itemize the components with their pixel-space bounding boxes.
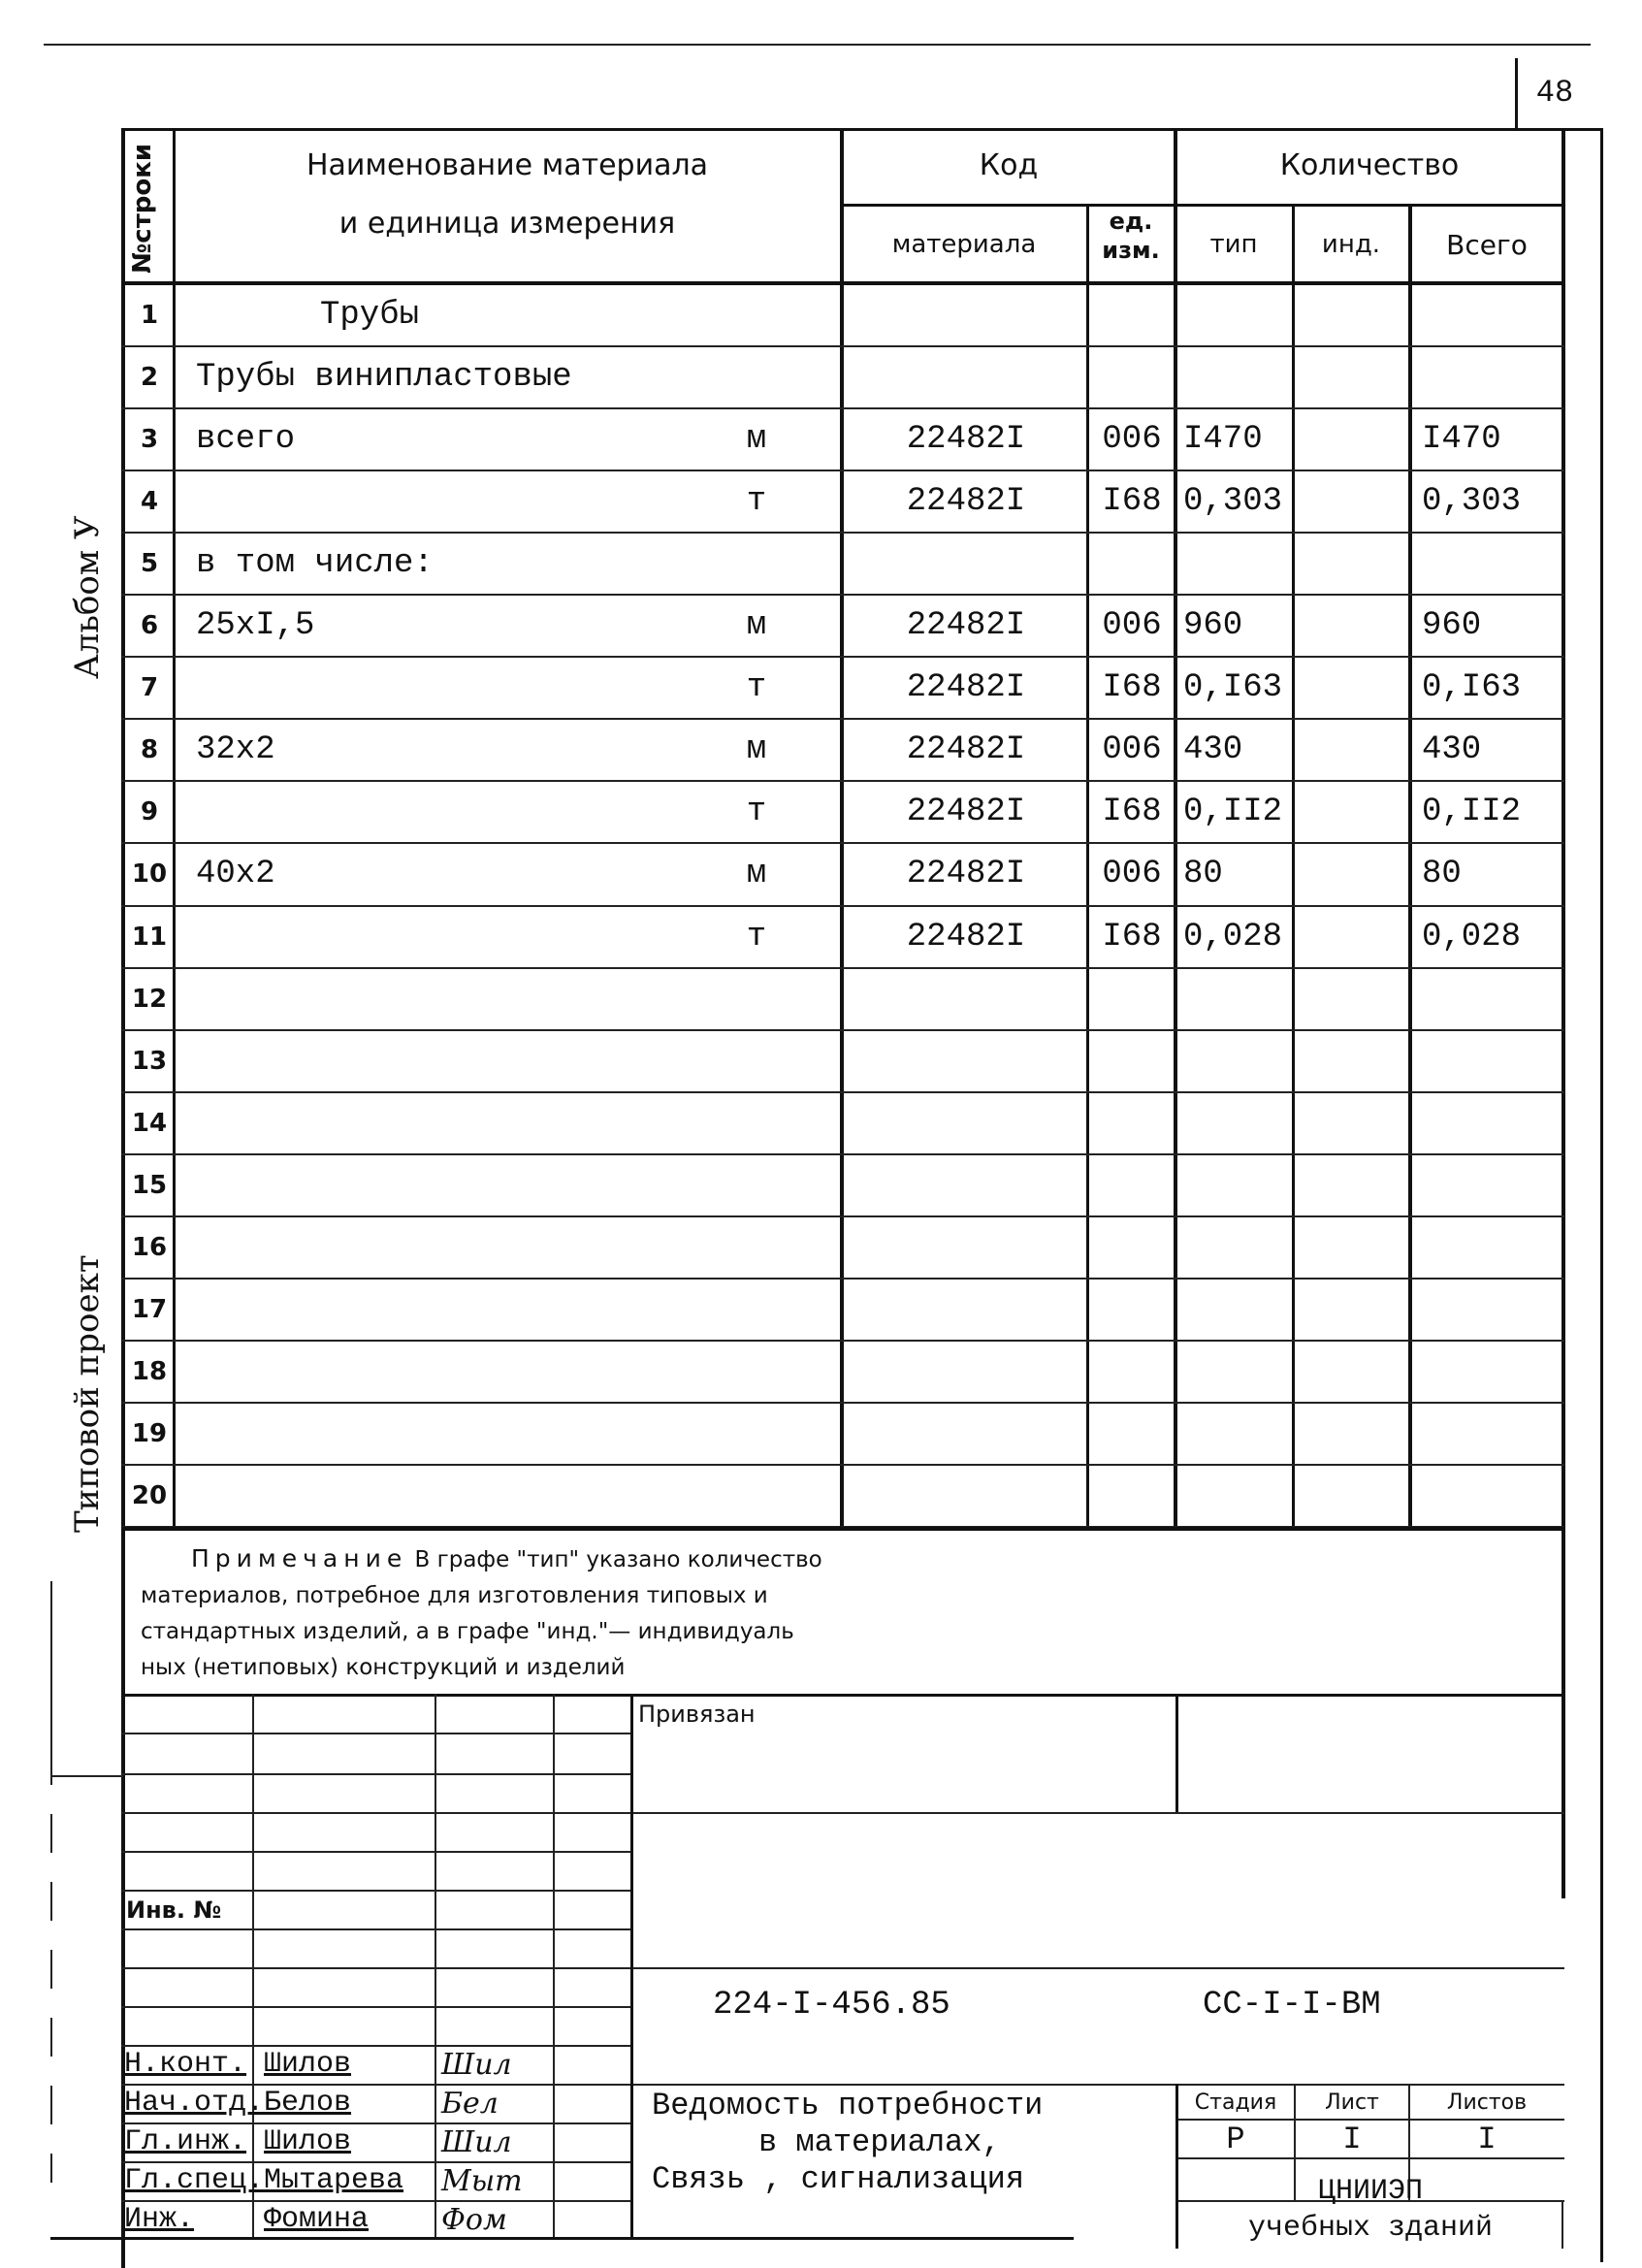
note-block xyxy=(141,1540,1014,1686)
stamp-v2 xyxy=(435,1694,436,2237)
signature: Бел xyxy=(441,2086,499,2121)
row-number: 4 xyxy=(140,487,159,517)
org-line1: ЦНИИЭП xyxy=(1317,2175,1424,2208)
row-ind xyxy=(1294,843,1408,905)
row-total xyxy=(1410,1216,1575,1279)
signer-name: Шилов xyxy=(264,2048,352,2081)
row-unit xyxy=(723,533,790,595)
table-row xyxy=(121,346,1564,408)
row-material-code xyxy=(844,284,1088,346)
row-material-code xyxy=(844,968,1088,1030)
sheets-label: Листов xyxy=(1446,2090,1528,2115)
signer-name: Шилов xyxy=(264,2125,352,2158)
row-type: 0,II2 xyxy=(1183,794,1283,831)
side-label-project: Типовой проект xyxy=(68,1254,107,1533)
row-type xyxy=(1177,1154,1300,1216)
row-number: 7 xyxy=(140,673,159,703)
table-row xyxy=(121,968,1564,1030)
row-material-code xyxy=(844,1341,1088,1403)
row-ind xyxy=(1294,781,1408,843)
row-type xyxy=(1177,1092,1300,1154)
row-name: 25хI,5 xyxy=(196,607,315,645)
signer-role: Н.конт. xyxy=(124,2048,247,2081)
row-type: 960 xyxy=(1183,607,1243,645)
note-line3: стандартных изделий, а в графе "инд."— индивидуаль xyxy=(141,1619,794,1644)
row-total: 430 xyxy=(1422,731,1482,769)
row-unit: м xyxy=(746,856,767,893)
row-material-code xyxy=(844,1403,1088,1465)
note-line1 xyxy=(141,1540,1014,1578)
row-ind xyxy=(1294,1092,1408,1154)
row-number: 17 xyxy=(131,1294,168,1324)
table-row xyxy=(121,1341,1564,1403)
row-total: 80 xyxy=(1422,856,1462,893)
row-total xyxy=(1410,1030,1575,1092)
table-row xyxy=(121,408,1564,470)
signature: Мыт xyxy=(441,2163,523,2198)
row-unit xyxy=(723,1465,790,1527)
row-unit: м xyxy=(746,607,767,645)
stamp-h7 xyxy=(121,1967,1564,1969)
organization xyxy=(1177,2173,1563,2247)
row-number: 6 xyxy=(140,611,159,641)
top-rule xyxy=(44,44,1591,46)
row-number: 20 xyxy=(131,1480,168,1510)
row-ind xyxy=(1294,906,1408,968)
header-type: тип xyxy=(1209,230,1258,259)
row-number: 16 xyxy=(131,1232,168,1262)
row-material-code: 22482I xyxy=(906,607,1026,645)
row-total xyxy=(1410,533,1575,595)
row-name: 32х2 xyxy=(196,731,275,769)
row-number: 1 xyxy=(140,301,159,331)
table-row xyxy=(121,1030,1564,1092)
page-number: 48 xyxy=(1535,74,1574,111)
row-ind xyxy=(1294,657,1408,719)
binding-line xyxy=(50,1775,123,1777)
row-name: Трубы винипластовые xyxy=(196,359,572,397)
sheet-title-line1: Ведомость потребности xyxy=(652,2088,1044,2123)
binding-mark xyxy=(50,1581,52,1785)
row-name xyxy=(175,781,700,843)
row-name: всего xyxy=(196,421,296,459)
row-total: 960 xyxy=(1422,607,1482,645)
row-material-code: 22482I xyxy=(906,483,1026,521)
row-number: 18 xyxy=(131,1356,168,1386)
signature: Шил xyxy=(441,2047,512,2082)
header-unit xyxy=(1088,207,1174,265)
row-ind xyxy=(1294,595,1408,657)
row-type xyxy=(1177,1465,1300,1527)
signer-name: Фомина xyxy=(264,2203,370,2236)
row-total: 0,II2 xyxy=(1422,794,1522,831)
row-total xyxy=(1410,1154,1575,1216)
table-row xyxy=(121,284,1564,346)
frame-right-outer xyxy=(1600,128,1603,2262)
row-type xyxy=(1177,1030,1300,1092)
table-row xyxy=(121,843,1564,905)
row-type: 80 xyxy=(1183,856,1223,893)
row-unit xyxy=(723,968,790,1030)
row-unit: м xyxy=(746,421,767,459)
stamp-v5 xyxy=(1175,1694,1178,1812)
note-line4: ных (нетиповых) конструкций и изделий xyxy=(141,1655,626,1680)
row-name xyxy=(175,657,700,719)
row-type: 430 xyxy=(1183,731,1243,769)
sheet-value: I xyxy=(1342,2121,1362,2157)
page-number-box-left xyxy=(1515,58,1518,128)
signer-role: Нач.отд. xyxy=(124,2087,265,2120)
row-unit: т xyxy=(746,483,767,521)
row-total xyxy=(1410,968,1575,1030)
row-name xyxy=(175,1465,700,1527)
row-number: 19 xyxy=(131,1418,168,1448)
row-material-code xyxy=(844,1216,1088,1279)
table-row xyxy=(121,719,1564,781)
row-number: 13 xyxy=(131,1046,168,1076)
table-row xyxy=(121,470,1564,533)
sheet-code: СС-I-I-ВМ xyxy=(1203,1987,1381,2024)
row-number: 11 xyxy=(131,922,168,952)
row-number: 2 xyxy=(140,363,159,393)
row-total: 0,I63 xyxy=(1422,669,1522,707)
header-ind: инд. xyxy=(1321,230,1381,259)
row-material-code: 22482I xyxy=(906,794,1026,831)
header-unit-line1: ед. xyxy=(1109,208,1153,235)
row-unit xyxy=(723,1030,790,1092)
signer-role: Гл.спец. xyxy=(124,2164,265,2197)
row-material-code xyxy=(844,1154,1088,1216)
row-name xyxy=(175,1341,700,1403)
row-unit-code xyxy=(1088,1030,1175,1092)
row-total xyxy=(1410,1092,1575,1154)
row-unit-code xyxy=(1088,968,1175,1030)
row-unit-code: I68 xyxy=(1102,794,1162,831)
row-total xyxy=(1410,346,1575,408)
row-unit-code: I68 xyxy=(1102,483,1162,521)
header-qty-group: Количество xyxy=(1279,147,1460,182)
row-unit-code: 006 xyxy=(1102,421,1162,459)
row-unit xyxy=(723,284,790,346)
stamp-right-tick xyxy=(1562,2200,1563,2249)
row-total: 0,303 xyxy=(1422,483,1522,521)
header-row-no: №строки xyxy=(128,143,157,274)
row-type: 0,303 xyxy=(1183,483,1283,521)
row-total xyxy=(1410,1341,1575,1403)
row-number: 9 xyxy=(140,797,159,827)
signer-role: Инж. xyxy=(124,2203,195,2236)
row-name xyxy=(175,1279,700,1341)
row-name xyxy=(175,906,700,968)
table-row xyxy=(121,657,1564,719)
org-line2: учебных зданий xyxy=(1247,2212,1494,2245)
table-row xyxy=(121,781,1564,843)
row-total: 0,028 xyxy=(1422,918,1522,956)
row-unit-code: I68 xyxy=(1102,918,1162,956)
table-row xyxy=(121,533,1564,595)
row-ind xyxy=(1294,1154,1408,1216)
stamp-v4 xyxy=(630,1694,633,2237)
row-unit: т xyxy=(746,918,767,956)
sheet-title-line3: Связь , сигнализация xyxy=(652,2161,1025,2197)
row-type xyxy=(1177,346,1300,408)
table-row xyxy=(121,1465,1564,1527)
row-ind xyxy=(1294,533,1408,595)
header-code-group: Код xyxy=(979,147,1039,182)
header-name-line1: Наименование материала xyxy=(306,147,709,182)
inv-no-label: Инв. № xyxy=(126,1896,222,1924)
sheet-label: Лист xyxy=(1325,2090,1379,2115)
row-unit xyxy=(723,1216,790,1279)
stamp-top xyxy=(121,1694,1564,1697)
row-type xyxy=(1177,1403,1300,1465)
note-line1-text: В графе "тип" указано количество xyxy=(414,1547,822,1572)
row-ind xyxy=(1294,408,1408,470)
row-name xyxy=(175,1154,700,1216)
row-ind xyxy=(1294,346,1408,408)
row-unit-code xyxy=(1088,1216,1175,1279)
row-unit-code: 006 xyxy=(1102,731,1162,769)
header-total: Всего xyxy=(1446,228,1528,261)
table-row xyxy=(121,906,1564,968)
table-row xyxy=(121,595,1564,657)
row-number: 12 xyxy=(131,984,168,1014)
row-total xyxy=(1410,284,1575,346)
row-name xyxy=(175,1216,700,1279)
row-ind xyxy=(1294,719,1408,781)
table-row xyxy=(121,1403,1564,1465)
row-type xyxy=(1177,533,1300,595)
row-number: 14 xyxy=(131,1108,168,1138)
table-bottom xyxy=(121,1527,1564,1531)
header-mid xyxy=(840,204,1564,207)
row-unit-code xyxy=(1088,1341,1175,1403)
row-unit-code xyxy=(1088,1465,1175,1527)
stamp-h15 xyxy=(1178,2157,1564,2159)
sheet-title-line2: в материалах, xyxy=(758,2124,1001,2160)
row-unit: м xyxy=(746,731,767,769)
header-material: материала xyxy=(891,230,1037,259)
row-ind xyxy=(1294,1403,1408,1465)
row-ind xyxy=(1294,1341,1408,1403)
row-unit: т xyxy=(746,794,767,831)
table-row xyxy=(121,1216,1564,1279)
row-material-code: 22482I xyxy=(906,856,1026,893)
signer-name: Мытарева xyxy=(264,2164,404,2197)
signature: Шил xyxy=(441,2124,512,2159)
row-unit-code: 006 xyxy=(1102,607,1162,645)
stage-label: Стадия xyxy=(1194,2090,1277,2115)
row-unit-code: 006 xyxy=(1102,856,1162,893)
stamp-v3 xyxy=(553,1694,555,2237)
row-total xyxy=(1410,1403,1575,1465)
row-ind xyxy=(1294,284,1408,346)
table-row xyxy=(121,1092,1564,1154)
row-total xyxy=(1410,1279,1575,1341)
row-unit xyxy=(723,1092,790,1154)
row-material-code: 22482I xyxy=(906,669,1026,707)
row-unit-code: I68 xyxy=(1102,669,1162,707)
row-name xyxy=(175,1092,700,1154)
row-material-code xyxy=(844,1279,1088,1341)
row-material-code xyxy=(844,1030,1088,1092)
row-ind xyxy=(1294,1030,1408,1092)
note-title: Примечание xyxy=(191,1544,408,1572)
row-unit-code xyxy=(1088,1279,1175,1341)
stage-value: Р xyxy=(1226,2121,1245,2157)
row-number: 5 xyxy=(140,549,159,579)
row-number: 10 xyxy=(131,859,168,890)
row-material-code: 22482I xyxy=(906,918,1026,956)
side-label-album: Альбом У xyxy=(68,515,107,679)
row-total: I470 xyxy=(1422,421,1501,459)
binding-mark-2 xyxy=(50,1814,52,2183)
row-number: 3 xyxy=(140,425,159,455)
row-ind xyxy=(1294,1279,1408,1341)
row-type xyxy=(1177,1216,1300,1279)
row-unit xyxy=(723,1341,790,1403)
row-unit xyxy=(723,1154,790,1216)
row-name: 40х2 xyxy=(196,856,275,893)
row-name xyxy=(175,470,700,533)
row-material-code xyxy=(844,1465,1088,1527)
row-type xyxy=(1177,1279,1300,1341)
row-number: 8 xyxy=(140,735,159,765)
row-material-code xyxy=(844,533,1088,595)
row-material-code xyxy=(844,1092,1088,1154)
note-line2: материалов, потребное для изготовления типовых и xyxy=(141,1583,768,1608)
row-name xyxy=(175,1403,700,1465)
row-type xyxy=(1177,284,1300,346)
doc-code: 224-I-456.85 xyxy=(713,1987,950,2024)
signer-role: Гл.инж. xyxy=(124,2125,247,2158)
row-type xyxy=(1177,1341,1300,1403)
row-material-code xyxy=(844,346,1088,408)
stamp-h3 xyxy=(121,1812,1564,1814)
row-type xyxy=(1177,968,1300,1030)
row-unit-code xyxy=(1088,533,1175,595)
row-type: 0,028 xyxy=(1183,918,1283,956)
row-unit xyxy=(723,1403,790,1465)
row-unit: т xyxy=(746,669,767,707)
row-ind xyxy=(1294,1465,1408,1527)
row-ind xyxy=(1294,1216,1408,1279)
row-material-code: 22482I xyxy=(906,421,1026,459)
row-total xyxy=(1410,1465,1575,1527)
row-type: 0,I63 xyxy=(1183,669,1283,707)
row-unit-code xyxy=(1088,346,1175,408)
row-material-code: 22482I xyxy=(906,731,1026,769)
row-name xyxy=(175,968,700,1030)
row-number: 15 xyxy=(131,1170,168,1200)
signer-name: Белов xyxy=(264,2087,352,2120)
row-unit-code xyxy=(1088,1092,1175,1154)
row-unit-code xyxy=(1088,1403,1175,1465)
signature: Фом xyxy=(441,2202,507,2237)
row-name: Трубы xyxy=(320,297,420,335)
row-ind xyxy=(1294,968,1408,1030)
stamp-bottom xyxy=(50,2237,1074,2240)
sheets-value: I xyxy=(1477,2121,1497,2157)
header-unit-line2: изм. xyxy=(1102,237,1160,264)
row-ind xyxy=(1294,470,1408,533)
table-top xyxy=(121,128,1603,131)
row-unit xyxy=(723,1279,790,1341)
table-row xyxy=(121,1154,1564,1216)
row-type: I470 xyxy=(1183,421,1263,459)
privyazan-label: Привязан xyxy=(638,1701,756,1728)
row-name: в том числе: xyxy=(196,545,434,583)
row-unit-code xyxy=(1088,284,1175,346)
row-name xyxy=(175,1030,700,1092)
row-unit xyxy=(723,346,790,408)
table-row xyxy=(121,1279,1564,1341)
sheet-title xyxy=(652,2088,1043,2198)
header-name-line2: и единица измерения xyxy=(338,206,676,241)
stamp-v1 xyxy=(252,1694,254,2237)
row-unit-code xyxy=(1088,1154,1175,1216)
